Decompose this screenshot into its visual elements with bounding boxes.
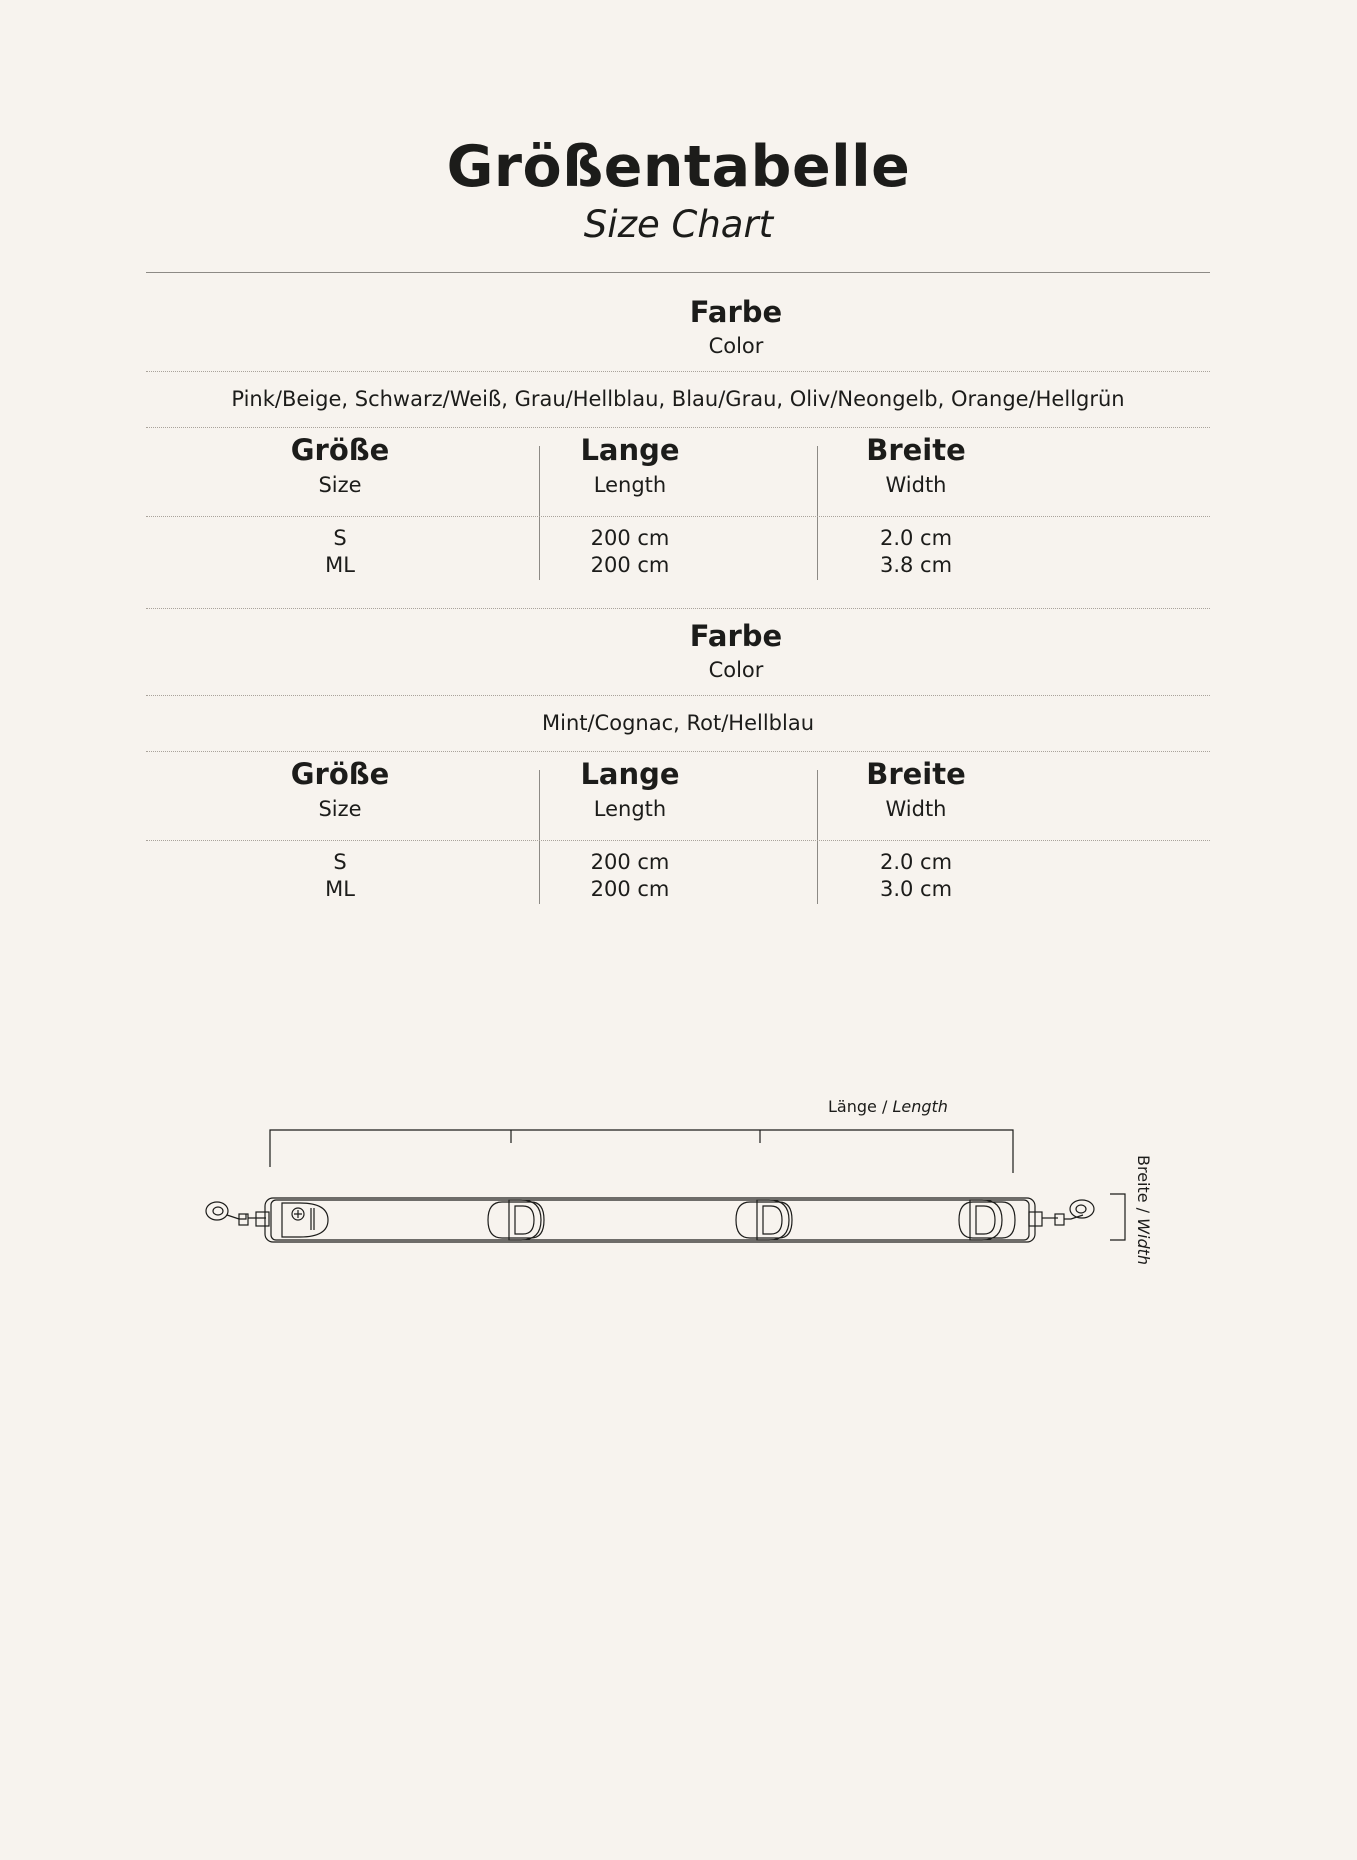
page-title: Größentabelle (446, 134, 911, 200)
right-snap-hook-ring (1076, 1205, 1086, 1213)
width-cell: 2.0 cm (879, 526, 953, 550)
width-column-subheading: Width (885, 797, 947, 821)
length-column-heading: Lange (580, 433, 680, 467)
leash-strap-inner (271, 1200, 1029, 1240)
length-cell: 200 cm (590, 877, 670, 901)
left-snap-hook-ring (213, 1207, 223, 1215)
color-heading: Farbe (689, 295, 783, 329)
width-column-subheading: Width (885, 473, 947, 497)
size-table-2 (146, 614, 1210, 1054)
length-dimension-line (270, 1130, 1013, 1173)
d-ring-holder (488, 1202, 544, 1238)
width-label (1132, 1145, 1154, 1275)
length-column-subheading: Length (593, 797, 667, 821)
divider (146, 427, 1210, 428)
length-cell: 200 cm (590, 850, 670, 874)
width-label-german: Breite / (1134, 1154, 1153, 1214)
page-subtitle: Size Chart (583, 203, 774, 246)
length-cell: 200 cm (590, 526, 670, 550)
length-column-heading: Lange (580, 757, 680, 791)
size-cell: ML (325, 553, 355, 577)
width-cell: 2.0 cm (879, 850, 953, 874)
size-cell: S (333, 850, 347, 874)
leash-strap (265, 1198, 1035, 1242)
divider (146, 608, 1210, 609)
d-ring-holder (959, 1202, 1015, 1238)
length-column-subheading: Length (593, 473, 667, 497)
width-column-heading: Breite (866, 757, 966, 791)
length-label-english: Length (892, 1097, 948, 1116)
length-label-german: Länge / (828, 1097, 888, 1116)
size-cell: S (333, 526, 347, 550)
left-snap-hook-body (227, 1214, 246, 1219)
size-column-subheading: Size (318, 473, 362, 497)
d-ring-holder (736, 1202, 792, 1238)
brand-tag (282, 1203, 328, 1237)
right-snap-hook-swivel (1055, 1214, 1064, 1225)
title-divider (146, 272, 1210, 273)
width-label-english: Width (1134, 1218, 1153, 1266)
color-subheading: Color (708, 658, 764, 682)
width-dimension-bracket (1110, 1194, 1125, 1240)
length-cell: 200 cm (590, 553, 670, 577)
divider (146, 516, 1210, 517)
width-cell: 3.0 cm (879, 877, 953, 901)
divider (146, 840, 1210, 841)
size-column-heading: Größe (290, 757, 390, 791)
color-subheading: Color (708, 334, 764, 358)
size-column-heading: Größe (290, 433, 390, 467)
color-list: Mint/Cognac, Rot/Hellblau (541, 711, 814, 735)
color-list: Pink/Beige, Schwarz/Weiß, Grau/Hellblau, Blau/Grau, Oliv/Neongelb, Orange/Hellgrün (231, 387, 1125, 411)
divider (146, 371, 1210, 372)
divider (146, 751, 1210, 752)
leash-illustration (196, 1090, 1176, 1280)
left-connector (256, 1212, 269, 1226)
left-snap-hook-ring (206, 1202, 228, 1220)
color-heading: Farbe (689, 619, 783, 653)
leash-diagram (196, 1090, 1176, 1280)
width-column-heading: Breite (866, 433, 966, 467)
size-cell: ML (325, 877, 355, 901)
divider (146, 695, 1210, 696)
size-column-subheading: Size (318, 797, 362, 821)
width-cell: 3.8 cm (879, 553, 953, 577)
